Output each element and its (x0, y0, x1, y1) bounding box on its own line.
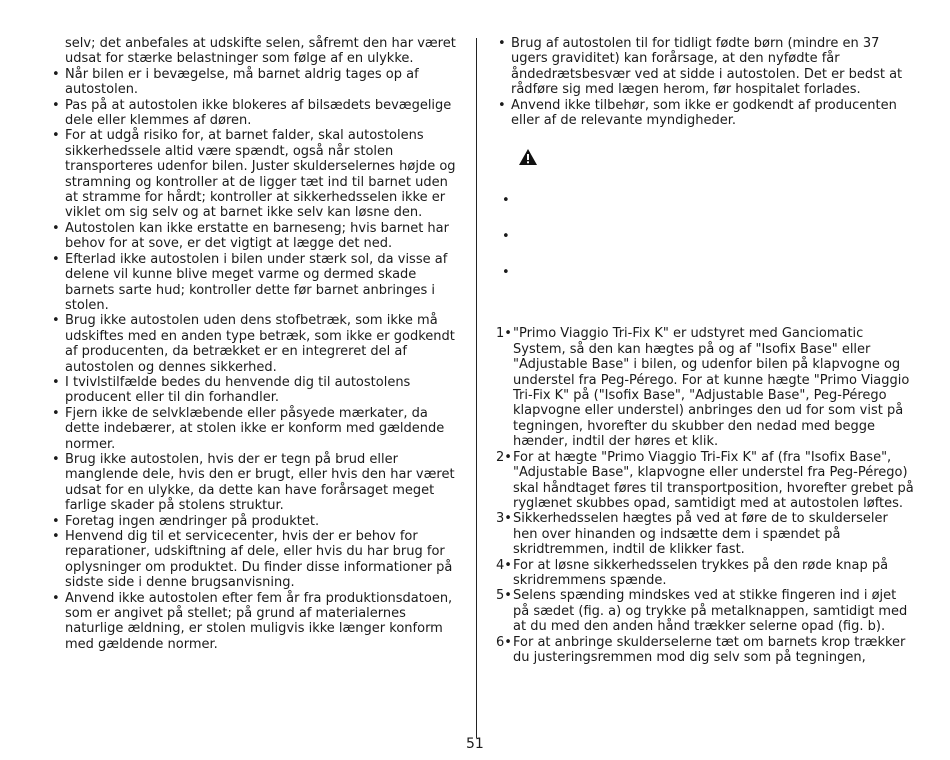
step-text: For at anbringe skulderselerne tæt om barnets krop trækker du justeringsremmen mod dig selv som på tegningen, (513, 634, 906, 665)
step-item (496, 450, 916, 512)
column-divider (476, 38, 477, 738)
step-item (496, 511, 916, 557)
step-item (496, 588, 916, 634)
warning-triangle-icon (518, 148, 538, 166)
step-text: For at hægte "Primo Viaggio Tri-Fix K" af (fra "Isofix Base", "Adjustable Base", klapvogne eller understel fra Peg-Pérego) skal håndtaget føres til transportposition, hvorefter grebet på ryglænet skubbes opad, samtidigt med at autostolen løftes. (513, 449, 914, 511)
step-number: 2• (496, 449, 512, 465)
list-item: • Efterlad ikke autostolen i bilen under stærk sol, da visse af delene vil kunne blive meget varme og dermed skade barnets sarte hud; kontroller dette før barnet anbringes i stolen. (50, 252, 460, 314)
warning-block (496, 128, 916, 176)
step-text: For at løsne sikkerhedsselen trykkes på den røde knap på skridremmens spænde. (513, 557, 889, 588)
list-item: • Når bilen er i bevægelse, må barnet aldrig tages op af autostolen. (50, 67, 460, 98)
list-item: • Brug ikke autostolen, hvis der er tegn på brud eller manglende dele, hvis den er brugt, eller hvis den har været udsat for en ulykke, da dette kan have forårsaget meget farlige skader på stolens struktur. (50, 452, 460, 514)
list-item: • Brug af autostolen til for tidligt fødte børn (mindre en 37 ugers graviditet) kan forårsage, at den nyfødte får åndedrætsbesvær ved at sidde i autostolen. Det er bedst at rådføre sig med lægen herom, før hospitalet forlades. (496, 36, 916, 98)
step-number: 6• (496, 634, 512, 650)
step-number: 3• (496, 511, 512, 527)
step-item (496, 558, 916, 589)
list-item: • Brug ikke autostolen uden dens stofbetræk, som ikke må udskiftes med en anden type betræk, som ikke er godkendt af producenten, da betrækket er en integreret del af autostolen og dennes sikkerhed. (50, 313, 460, 375)
list-item: • Anvend ikke tilbehør, som ikke er godkendt af producenten eller af de relevante myndigheder. (496, 98, 916, 129)
list-item: • Foretag ingen ændringer på produktet. (50, 514, 460, 529)
page-number: 51 (466, 736, 484, 752)
list-item: • Henvend dig til et servicecenter, hvis der er behov for reparationer, udskiftning af dele, eller hvis du har brug for oplysninger om produktet. Du finder disse informationer på sidste side i denne brugsanvisning. (50, 529, 460, 591)
list-item: • Autostolen kan ikke erstatte en barneseng; hvis barnet har behov for at sove, er det vigtigt at lægge det ned. (50, 221, 460, 252)
step-number: 4• (496, 557, 512, 573)
right-column (496, 36, 916, 665)
empty-bullet-list (496, 176, 916, 326)
step-number: 1• (496, 326, 512, 342)
continuation-text: selv; det anbefales at udskifte selen, såfremt den har været udsat for stærke belastninger som følge af en ulykke. (65, 36, 456, 67)
left-bullet-list (50, 67, 460, 652)
list-item: • For at udgå risiko for, at barnet falder, skal autostolens sikkerhedssele altid være spændt, også når stolen transporteres udenfor bilen. Juster skulderselernes højde og stramning og kontroller at de ligger tæt ind til barnet uden at stramme for hårdt; kontroller at sikkerhedsselen ikke er viklet om sig selv og at barnet ikke selv kan løsne den. (50, 128, 460, 220)
list-item: • I tvivlstilfælde bedes du henvende dig til autostolens producent eller til din forhandler. (50, 375, 460, 406)
empty-bullet: • (502, 265, 510, 281)
step-text: Selens spænding mindskes ved at stikke fingeren ind i øjet på sædet (fig. a) og trykke på metalknappen, samtidigt med at du med den anden hånd trækker selerne opad (fig. b). (513, 588, 908, 635)
step-item (496, 635, 916, 666)
step-text: "Primo Viaggio Tri-Fix K" er udstyret med Ganciomatic System, så den kan hægtes på og af "Isofix Base" eller "Adjustable Base" i bilen, og udenfor bilen på klapvogne og understel fra Peg-Pérego. For at kunne hægte "Primo Viaggio Tri-Fix K" på ("Isofix Base", "Adjustable Base", Peg-Pérego klapvogne eller understel) anbringes den ud for som vist på tegningen, hvorefter du skubber den nedad med begge hænder, indtil der høres et klik. (513, 326, 910, 450)
empty-bullet: • (502, 193, 510, 209)
step-text: Sikkerhedsselen hægtes på ved at føre de to skulderseler hen over hinanden og indsætte dem i spændet på skridtremmen, indtil de klikker fast. (513, 511, 888, 558)
empty-bullet: • (502, 229, 510, 245)
steps-list (496, 326, 916, 665)
right-bullet-list (496, 36, 916, 128)
list-item: • Fjern ikke de selvklæbende eller påsyede mærkater, da dette indebærer, at stolen ikke er konform med gældende normer. (50, 406, 460, 452)
list-item: • Anvend ikke autostolen efter fem år fra produktionsdatoen, som er angivet på stellet; på grund af materialernes naturlige ældning, er stolen muligvis ikke længer konform med gældende normer. (50, 591, 460, 653)
step-number: 5• (496, 588, 512, 604)
step-item (496, 326, 916, 449)
left-column (50, 36, 460, 652)
list-item: • Pas på at autostolen ikke blokeres af bilsædets bevægelige dele eller klemmes af døren. (50, 98, 460, 129)
